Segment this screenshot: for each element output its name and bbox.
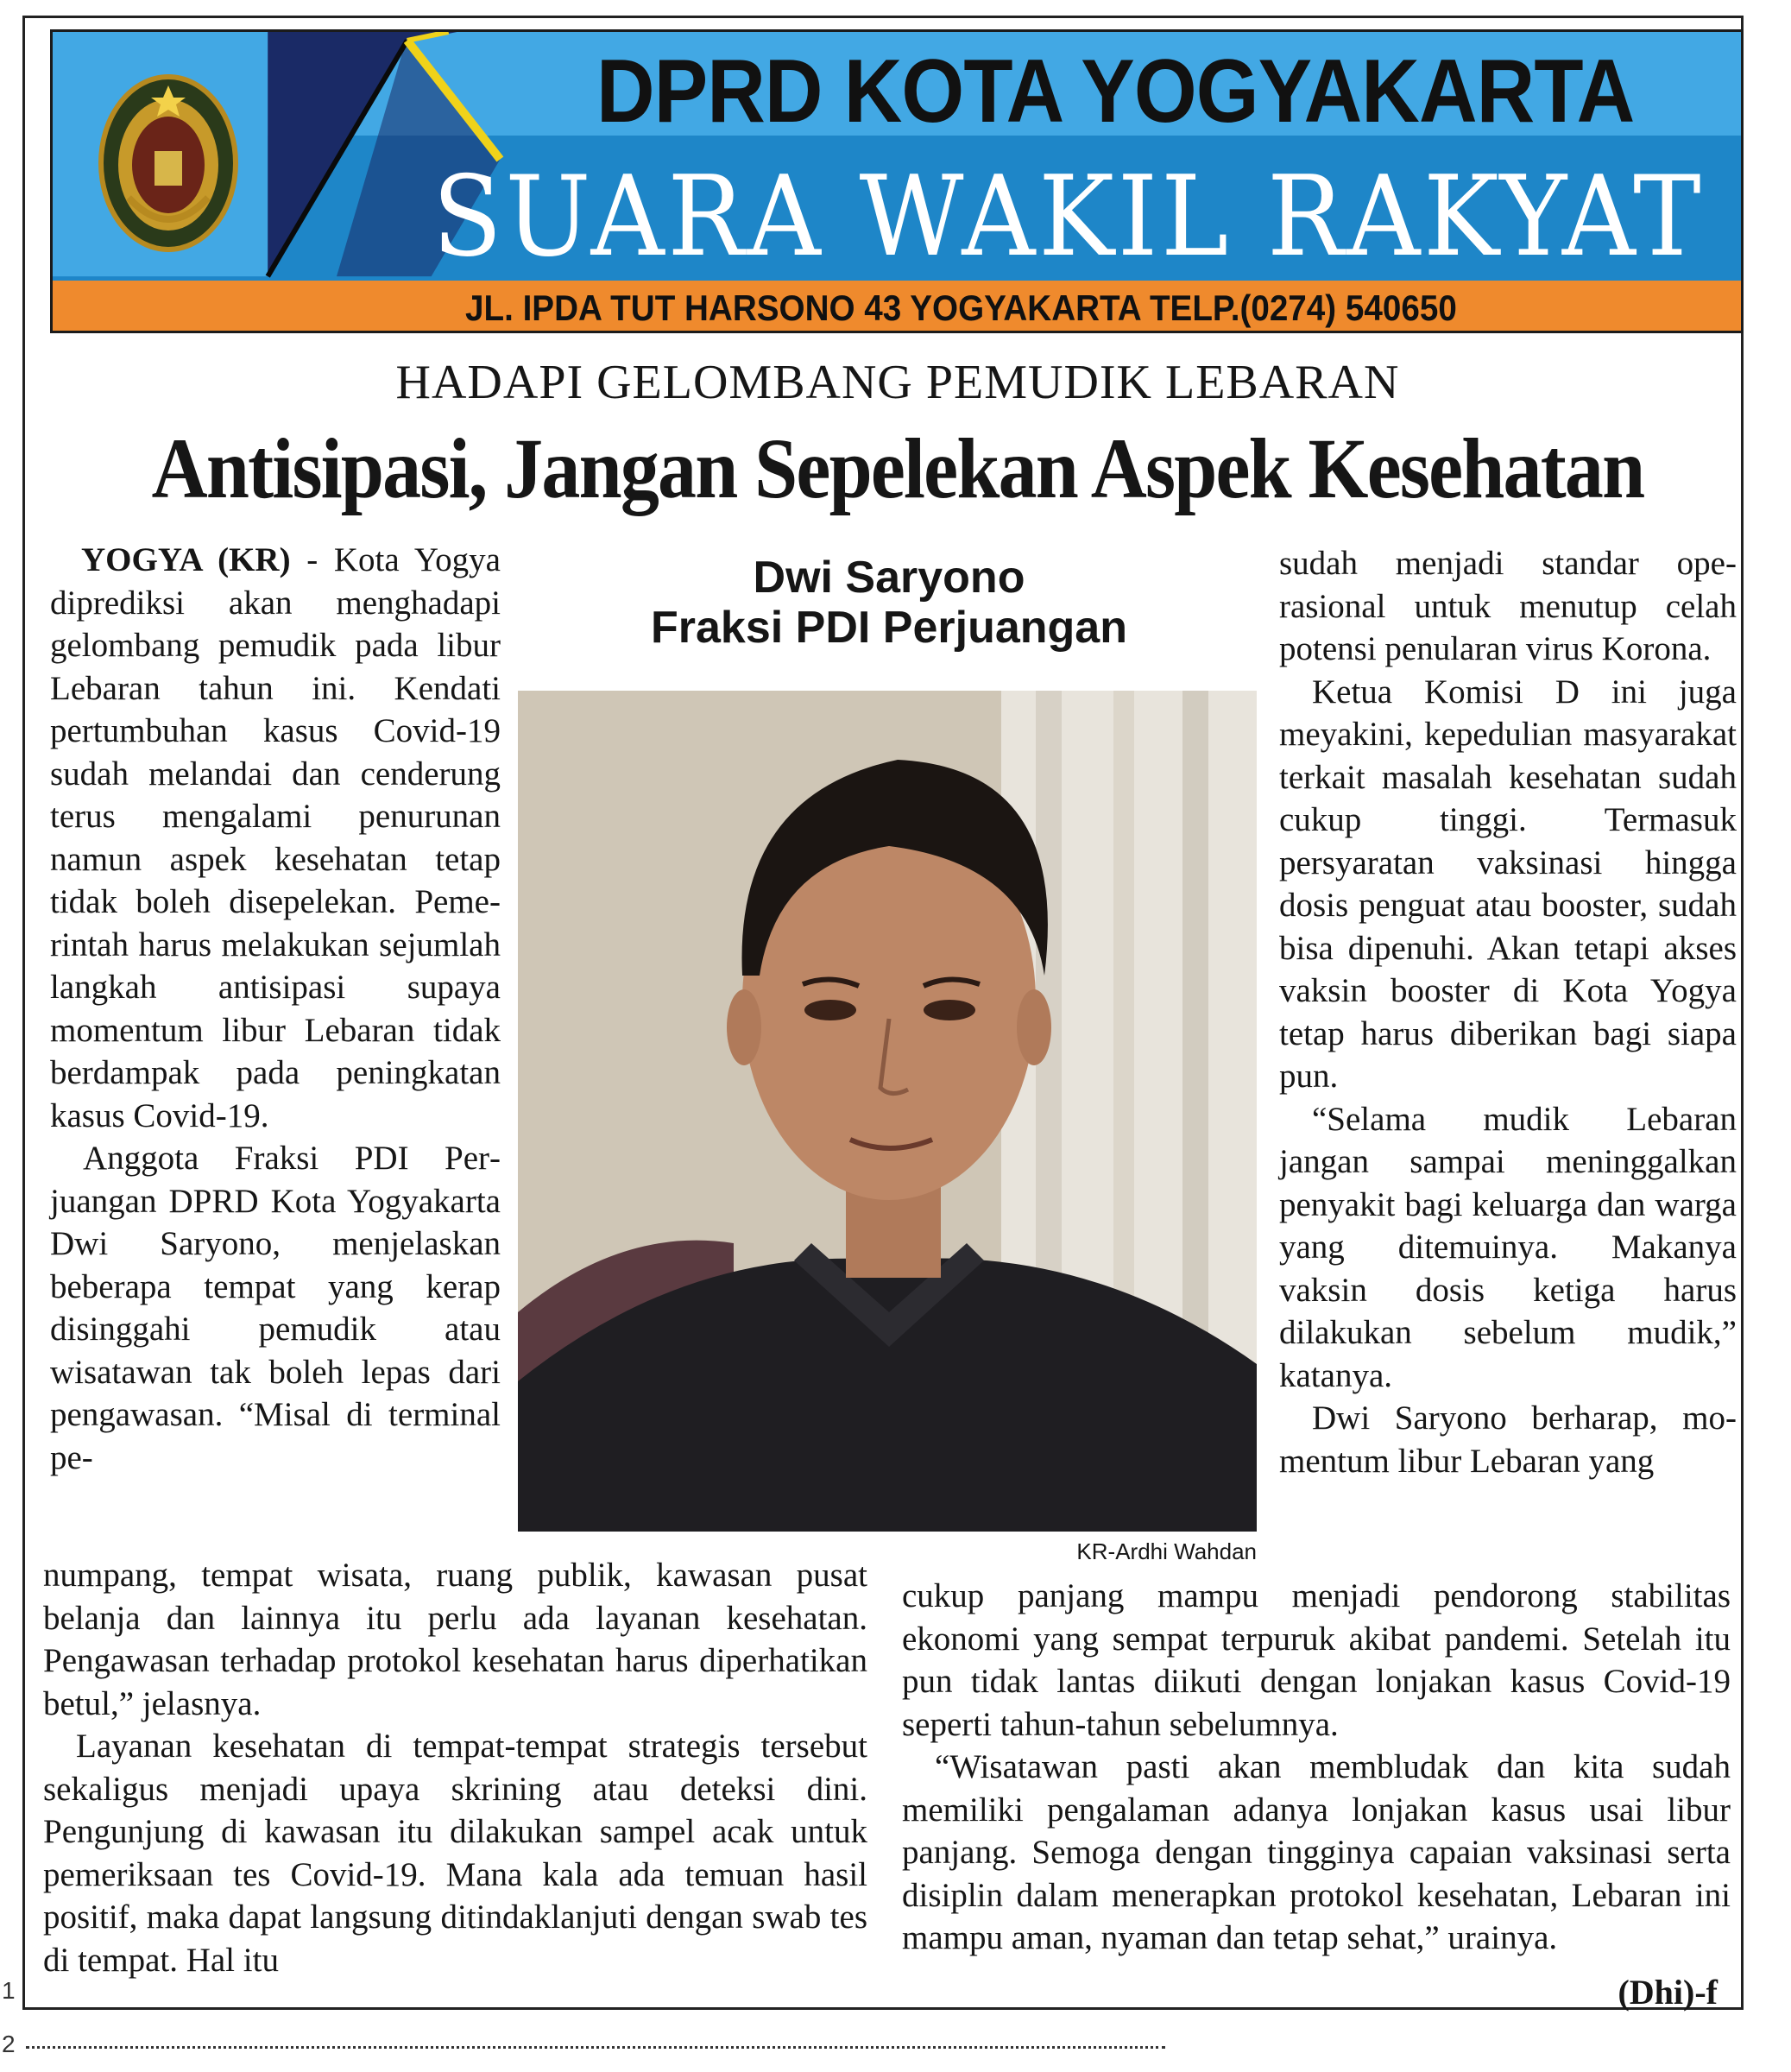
paragraph-2-part-b: numpang, tempat wisata, ruang publik, kawasan pusat belanja dan lainnya itu perlu ada layanan kesehatan. Pengawasan terhadap protokol kesehatan harus diperhatikan betul,” jelasnya.: [43, 1557, 867, 1722]
article-column-right-wide: [902, 1575, 1731, 1960]
masthead-address: JL. IPDA TUT HARSONO 43 YOGYAKARTA TELP.(0274) 540650: [465, 287, 1457, 328]
masthead-org-title: DPRD KOTA YOGYAKARTA: [596, 41, 1635, 142]
paragraph-7-part-a: Dwi Saryono berharap, momentum libur Lebaran yang: [1279, 1399, 1737, 1480]
portrait-image: [518, 691, 1257, 1532]
paragraph-4: sudah menjadi standar operasional untuk menutup celah potensi penularan virus Korona.: [1279, 545, 1737, 667]
margin-mark-1: 1: [2, 1977, 16, 2004]
yogyakarta-crest-icon: [94, 68, 243, 256]
article-column-left: [50, 539, 501, 1479]
figure-name: Dwi Saryono: [753, 553, 1025, 603]
photo-caption: [570, 553, 1208, 656]
dateline: YOGYA (KR): [81, 541, 291, 578]
paragraph-7-part-b: cukup panjang mampu menjadi pendorong stabilitas ekonomi yang sempat terpuruk akibat pandemi. Setelah itu pun tidak lantas diikuti dengan lonjakan kasus Covid-19 seperti tahun-tahun sebelumnya.: [902, 1577, 1731, 1743]
paragraph-3: Layanan kesehatan di tempat-tempat strategis tersebut sekaligus menjadi upaya skrining atau deteksi dini. Pengunjung di kawasan itu dilakukan sampel acak untuk pemeriksaan tes Covid-19. Mana kala ada temuan hasil positif, maka dapat langsung ditindaklanjuti dengan swab tes di tempat. Hal itu: [43, 1728, 867, 1979]
paragraph-6: “Selama mudik Lebaran jangan sampai meninggalkan penyakit bagi keluarga dan warga yang ditemuinya. Makanya vaksin dosis ketiga harus dilakukan sebelum mudik,” katanya.: [1279, 1100, 1737, 1394]
paragraph-2-part-a: Anggota Fraksi PDI Perjuangan DPRD Kota Yogyakarta Dwi Saryono, menjelaskan beberapa tempat yang kerap disinggahi pemudik atau wisatawan tak boleh lepas dari pengawasan. “Misal di terminal pe-: [50, 1140, 501, 1476]
portrait-photo: [518, 691, 1257, 1532]
paragraph-5: Ketua Komisi D ini juga meyakini, kepedulian masyarakat terkait masalah kesehatan sudah cukup tinggi. Termasuk persyaratan vaksinasi hingga dosis penguat atau booster, sudah bisa dipenuhi. Akan tetapi akses vaksin booster di Kota Yogya tetap harus diberikan bagi siapa pun.: [1279, 673, 1737, 1095]
paragraph-8: “Wisatawan pasti akan membludak dan kita sudah memiliki pengalaman adanya lonjakan kasus usai libur panjang. Semoga dengan tingginya capaian vaksinasi serta disiplin dalam menerapkan protokol kesehatan, Lebaran ini mampu aman, nyaman dan tetap sehat,” urainya.: [902, 1748, 1731, 1956]
paragraph-1: [50, 539, 501, 1137]
article-headline: Antisipasi, Jangan Sepelekan Aspek Kesehatan: [151, 420, 1644, 516]
photo-credit: KR-Ardhi Wahdan: [1076, 1538, 1257, 1564]
article-kicker: HADAPI GELOMBANG PEMUDIK LEBARAN: [395, 356, 1400, 409]
cut-line: [26, 2046, 1165, 2050]
article-column-left-wide: [43, 1554, 867, 1981]
article-column-right: [1279, 542, 1737, 1482]
figure-affiliation: Fraksi PDI Perjuangan: [651, 603, 1127, 653]
masthead: [50, 29, 1744, 333]
author-signature: (Dhi)-f: [1618, 1973, 1718, 2012]
masthead-section-title: SUARA WAKIL RAKYAT: [432, 153, 1705, 281]
paragraph-1-text: - Kota Yogya diprediksi akan menghadapi gelombang pemudik pada libur Lebaran tahun ini. Kendati pertumbuhan kasus Covid-19 sudah melandai dan cenderung terus mengalami penurunan namun aspek kesehatan tetap tidak boleh disepelekan. Pemerintah harus melakukan sejumlah langkah antisipasi supaya momentum libur Lebaran tidak berdampak pada peningkatan kasus Covid-19.: [50, 541, 501, 1134]
margin-mark-2: 2: [2, 2031, 16, 2057]
